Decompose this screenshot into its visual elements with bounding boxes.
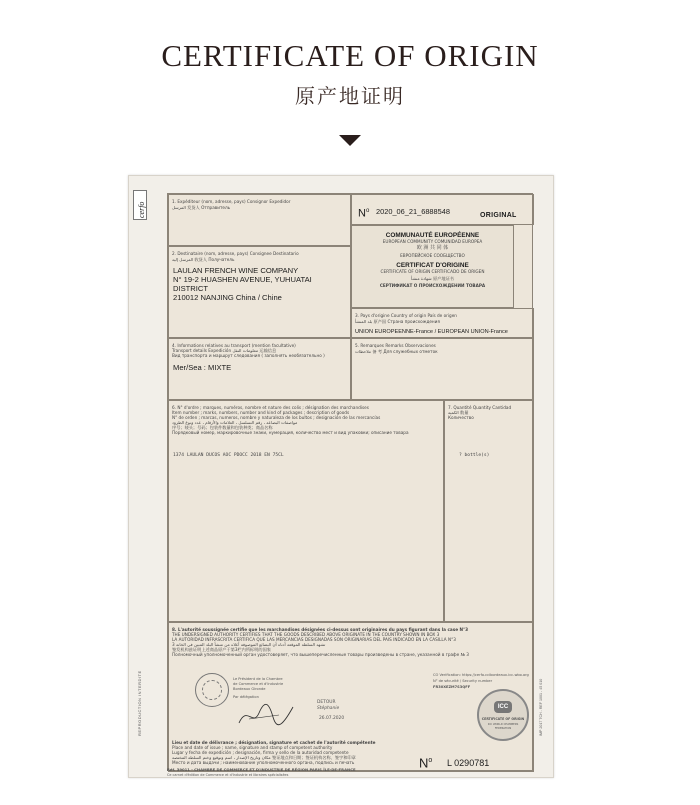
box-quantity: 7. Quantité Quantity Cantidad الكمية 数量 Количество ? bottle(s)	[444, 400, 534, 622]
icc-logo: ICC	[494, 701, 512, 713]
box-goods-description: 6. N° d'ordre ; marques, numéros, nombre et nature des colis ; désignation des marchandises Item number ; marks, numbers, number and kind of packages ; description of goods N° de orden ; marcas, numeros, nombre y naturaleza de los bultos ; designación de las mercancías مواصفات البضاعة ، رقم التسلسل ، العلامات والأرقام ، عدد ونوع الطرود 序号；唛头；号码；包装件数量和包装种类；商品名称 Порядковый номер, маркировочные знаки, нумерация, количество мест и вид упаковки; описание товара 1374 LAULAN DUCOS AOC PDOCC 2018 EN 75CL	[168, 400, 444, 622]
country-of-origin: UNION EUROPEENNE-France / EUROPEAN UNION-France	[355, 329, 508, 335]
box-country-of-origin: 3. Pays d'origine Country of origin País de origen بلد المنشأ 原产国 Страна происхождения UNION EUROPEENNE-France / EUROPEAN UNION-France	[351, 308, 534, 338]
community-title-block: COMMUNAUTÉ EUROPÉENNE EUROPEAN COMMUNITY COMUNIDAD EUROPEA 欧 洲 共 同 体 ЕВРОПЕЙСКОЕ СООБЩЕСТВО CERTIFICAT D'ORIGINE CERTIFICATE OF ORIGIN CERTIFICADO DE ORIGEN شهادة منشأ 原产地证书 СЕРТИФИКАТ О ПРОИСХОЖДЕНИИ ТОВАРА	[351, 225, 514, 308]
cerfo-logo: cerfo	[133, 190, 147, 220]
number-prefix: $N^o$	[358, 207, 370, 220]
publisher-line-2: Ce carnet d'édition de Commerce et d'Industrie et libraires spécialisées	[167, 773, 289, 777]
bottom-number-prefix: $N^o$	[419, 755, 433, 771]
consignee-line-1: LAULAN FRENCH WINE COMPANY	[173, 266, 299, 275]
certificate-number: 2020_06_21_6888548	[376, 207, 450, 216]
certificate-form	[167, 193, 533, 771]
box-remarks: 5. Remarques Remarks Observaciones ملاحظات 备 考 Для служебных отметок	[351, 338, 534, 400]
side-note-right: IMP 2017 TCH - REF 1001 - 45 010	[539, 678, 543, 736]
verification-url: CO Verification: https://cerfo.ccibordeaux.icc-wbo.org	[433, 673, 529, 677]
chevron-down-icon	[339, 135, 361, 146]
box-transport: 4. Informations relatives au transport (mention facultative) Transport details Expedición معلومات النقل 运输信息 Вид транспорта и маршрут следования ( заполнять необязательно ) Mer/Sea : MIXTE	[168, 338, 351, 400]
transport-value: Mer/Sea : MIXTE	[173, 363, 232, 372]
signatory-name: DETOUR	[317, 700, 336, 705]
issue-date: 26.07.2020	[319, 716, 345, 721]
publisher-line: Réf. 39011 - CHAMBRE DE COMMERCE ET D'INDUSTRIE DE RÉGION PARIS ÎLE-DE-FRANCE	[167, 767, 356, 772]
consignee-line-2: N° 19-2 HUASHEN AVENUE, YUHUATAI	[173, 275, 312, 284]
signature	[235, 699, 297, 731]
box-certification: 8. L'autorité soussignée certifie que les marchandises désignées ci-dessus sont originaires du pays figurant dans la case N°3 THE UNDERSIGNED AUTHORITY CERTIFIES THAT THE GOODS DESCRIBED ABOVE ORIGINATE IN THE COUNTRY SHOWN IN BOX 3 LA AUTORIDAD INFRASCRITA CERTIFICA QUE LAS MERCANCIAS DESIGNADAS SON ORIGINARIAS DEL PAIS INDICADO EN LA CASILLA N°3 تشهد السلطة الموقعة أدناه أن البضائع الموصوفة أعلاه من منشأ البلد المبين في الخانة 3 签发机构兹证明上述商品原产于第3栏内所标明的国家 Полномочный уполномоченный орган удостоверяет, что вышеперечисленные товары произведены в стране, указанной в графе № 3 Le Président de la Chambre de Commerce et d'Industrie Bordeaux Gironde Par délégation DETOUR Stéphanie 26.07.2020 CO Verification: https://cerfo.ccibordeaux.icc-wbo.org N° de sécurité / Security number FR30XEZM7S3QFF ICC CERTIFICATE OF ORIGIN ICC WORLD CHAMBERS FEDERATION Lieu et date de délivrance ; désignation, signature et cachet de l'autorité compétente Place and date of issue ; name, signature and stamp of competent authority Lugar y fecha de expedición ; designación, firma y sello de la autoridad competente مكان وتاريخ الإصدار ، اسم وتوقيع وختم السلطة المختصة 签证地点和日期；签证机构名称、签字和印章 Место и дата выдачи ; наименование уполномоченного органа, подпись и печать	[168, 622, 534, 772]
consignee-line-4: 210012 NANJING China / Chine	[173, 293, 282, 302]
goods-line: 1374 LAULAN DUCOS AOC PDOCC 2018 EN 75CL	[173, 453, 284, 458]
bottom-serial-number: L 0290781	[447, 758, 490, 768]
stamp-inner-ring	[202, 680, 222, 700]
chamber-stamp	[195, 673, 229, 707]
quantity-value: ? bottle(s)	[459, 453, 490, 458]
consignee-line-3: DISTRICT	[173, 284, 209, 293]
page-title: CERTIFICATE OF ORIGIN	[161, 38, 539, 73]
box-consignee: 2. Destinataire (nom, adresse, pays) Consignee Destinatario المرسل إليه 收货人 Получатель LAULAN FRENCH WINE COMPANY N° 19-2 HUASHEN AVENUE, YUHUATAI DISTRICT 210012 NANJING China / Chine	[168, 246, 351, 338]
certificate-document	[128, 175, 554, 778]
original-label: ORIGINAL	[480, 212, 517, 219]
icc-seal: ICC CERTIFICATE OF ORIGIN ICC WORLD CHAMBERS FEDERATION	[477, 689, 529, 741]
page-subtitle: 原产地证明	[295, 84, 405, 108]
box-consignor: 1. Expéditeur (nom, adresse, pays) Consignor Expedidor المرسل 发货人 Отправитель	[168, 194, 351, 246]
certificate-number-box	[351, 194, 534, 225]
signatory-first-name: Stéphanie	[317, 706, 340, 711]
side-note-left: REPRODUCTION INTERDITE	[137, 670, 142, 736]
security-number: FR30XEZM7S3QFF	[433, 685, 471, 689]
